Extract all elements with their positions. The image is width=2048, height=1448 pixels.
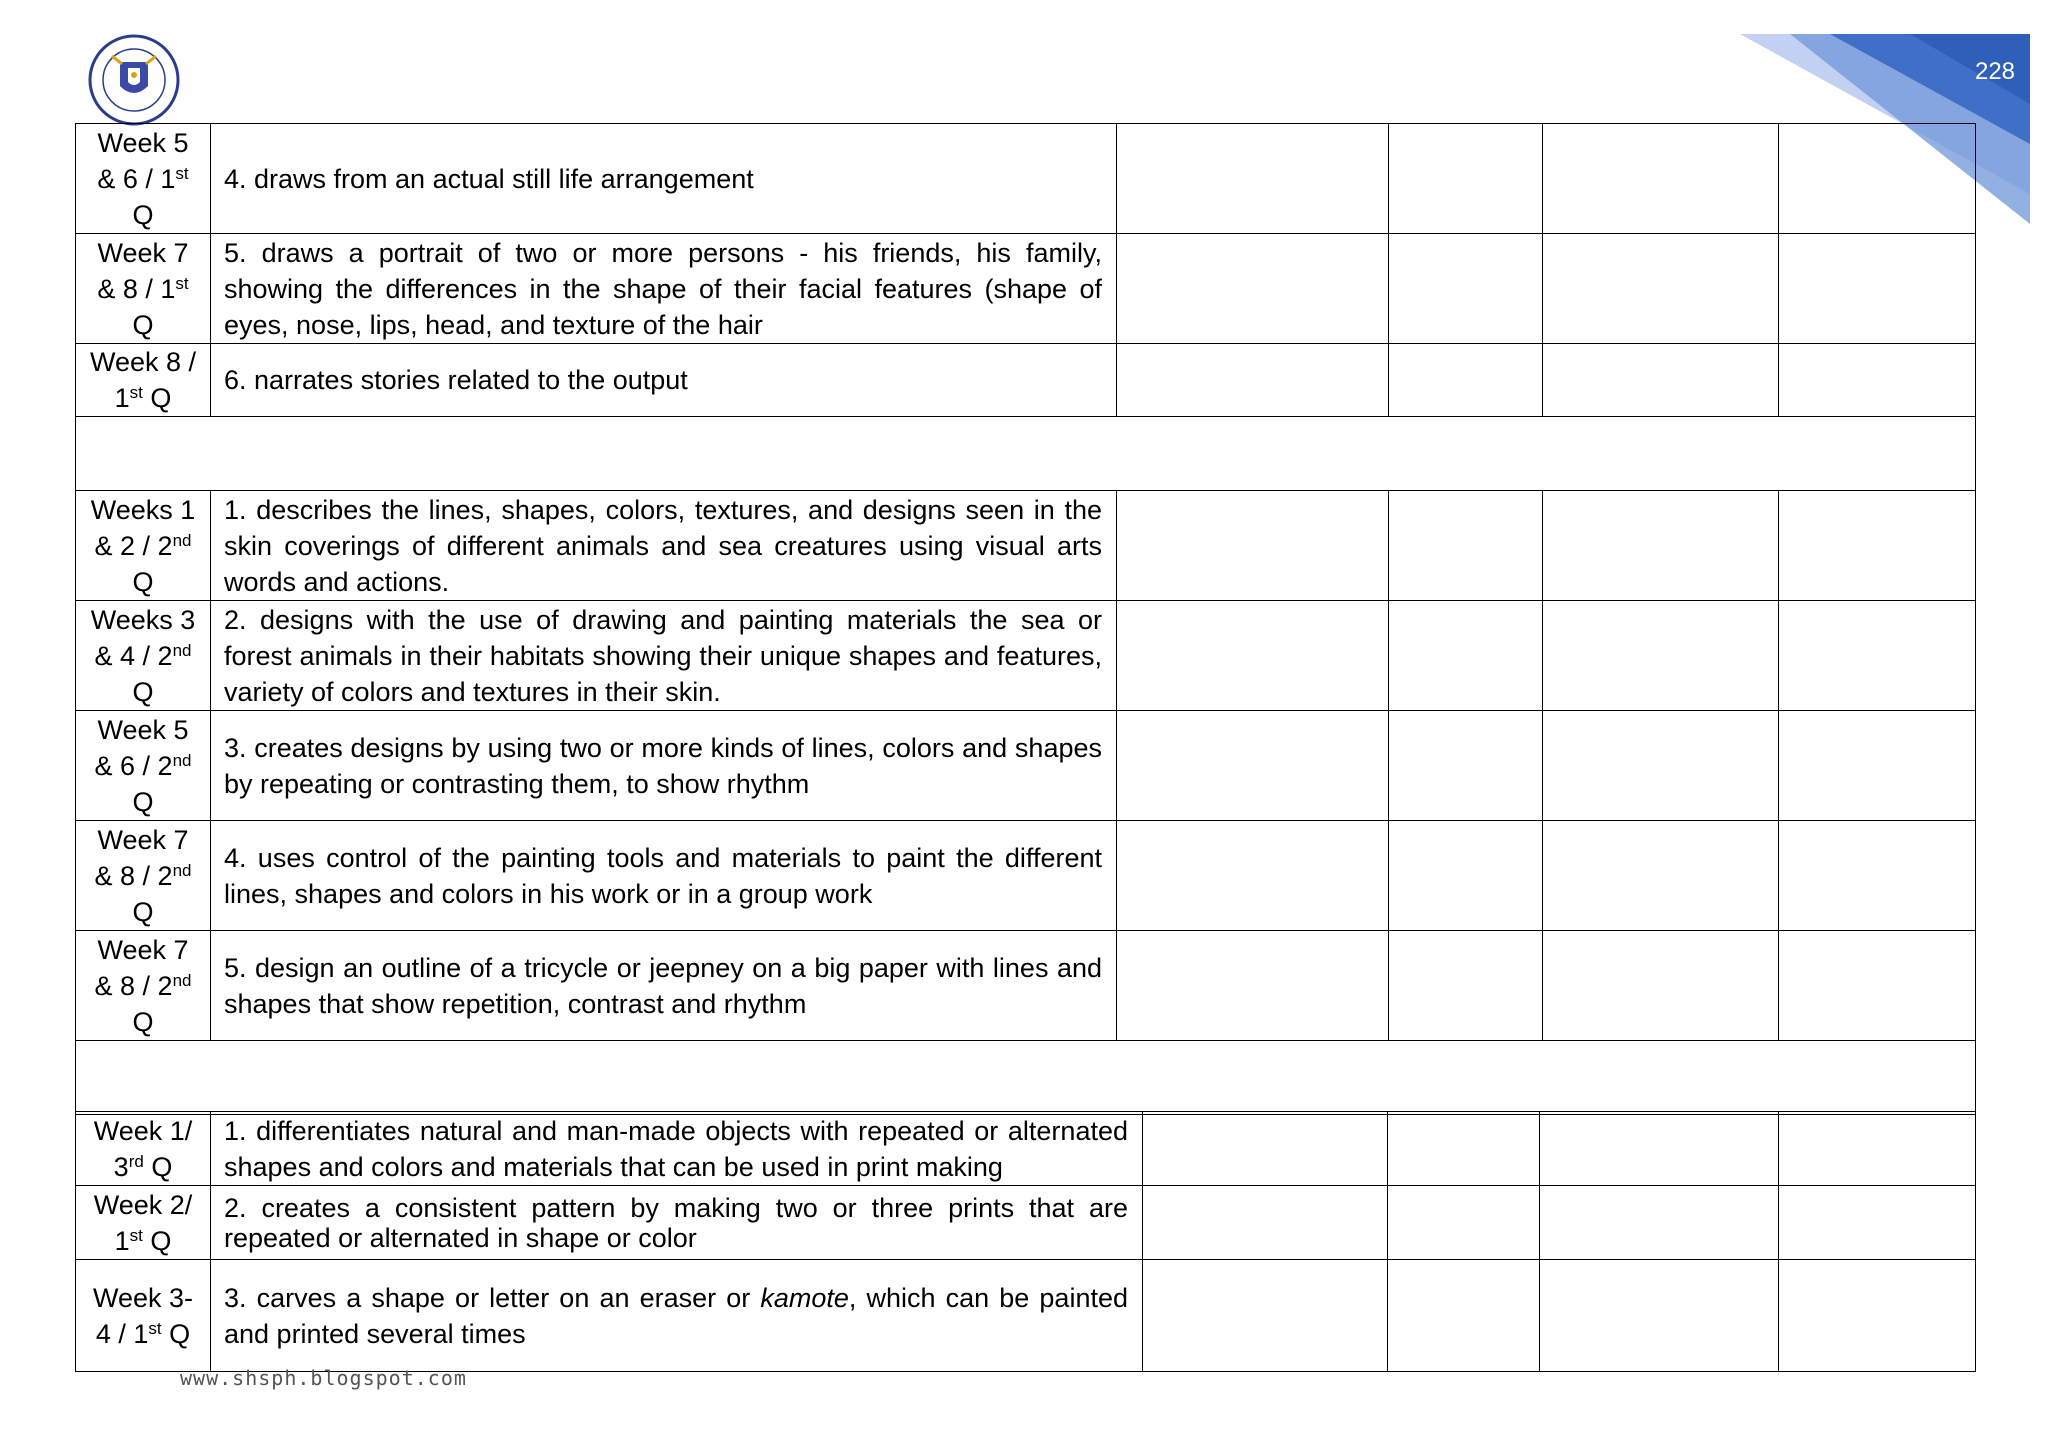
week-ordinal: nd: [172, 860, 192, 880]
week-ordinal: st: [129, 383, 143, 402]
table-row: [76, 821, 1976, 931]
empty-cell: [1143, 1260, 1388, 1372]
competency-text: 6. narrates stories related to the output: [211, 344, 1117, 417]
empty-cell: [1117, 931, 1389, 1041]
competency-text: 1. differentiates natural and man-made objects with repeated or alternated shapes and colors and materials that can be used in print making: [211, 1112, 1143, 1186]
empty-cell: [1543, 234, 1779, 344]
empty-cell: [1117, 711, 1389, 821]
week-label: Weeks 3: [90, 604, 196, 635]
week-ordinal: nd: [172, 530, 192, 550]
empty-cell: [1543, 931, 1779, 1041]
week-label: Q: [143, 1151, 173, 1182]
empty-cell: [1540, 1186, 1779, 1260]
week-label: Week 7: [97, 934, 189, 965]
empty-cell: [1779, 491, 1976, 601]
competency-text-italic: kamote: [760, 1282, 849, 1313]
empty-cell: [1389, 931, 1543, 1041]
empty-cell: [1540, 1112, 1779, 1186]
week-label: Q: [132, 786, 154, 817]
empty-cell: [1389, 234, 1543, 344]
week-label: Week 1/: [93, 1115, 193, 1146]
week-label: 3: [113, 1151, 129, 1182]
week-ordinal: nd: [172, 640, 192, 660]
week-label: 1: [114, 1225, 130, 1256]
week-label: & 2 / 2: [94, 530, 173, 561]
week-label: Q: [132, 199, 154, 230]
empty-cell: [1388, 1112, 1540, 1186]
section-separator-row: [76, 417, 1976, 491]
competency-text: 1. describes the lines, shapes, colors, textures, and designs seen in the skin coverings of different animals and sea creatures using visual arts words and actions.: [211, 491, 1117, 601]
empty-cell: [1779, 234, 1976, 344]
week-label: Q: [142, 1225, 172, 1256]
week-label: Q: [142, 383, 172, 413]
table-row: [76, 711, 1976, 821]
week-cell: [76, 711, 211, 821]
empty-cell: [1540, 1260, 1779, 1372]
empty-cell: [1389, 344, 1543, 417]
week-cell: [76, 344, 211, 417]
week-cell: [76, 124, 211, 234]
empty-cell: [1389, 491, 1543, 601]
table-row: [76, 1186, 1976, 1260]
week-cell: [76, 1260, 211, 1372]
table-row: [76, 344, 1976, 417]
week-ordinal: nd: [172, 750, 192, 770]
empty-cell: [1543, 124, 1779, 234]
empty-cell: [1388, 1186, 1540, 1260]
competency-text: 4. uses control of the painting tools and materials to paint the different lines, shapes and colors in his work or in a group work: [211, 821, 1117, 931]
empty-cell: [1389, 124, 1543, 234]
week-ordinal: rd: [128, 1151, 144, 1171]
week-label: Week 7: [97, 237, 189, 268]
empty-cell: [1779, 1112, 1976, 1186]
week-label: Q: [161, 1318, 191, 1349]
page-number: 228: [1974, 58, 2016, 85]
competency-text-part: , which can be painted and printed several times: [224, 1282, 1128, 1349]
table-row: [76, 1112, 1976, 1186]
week-ordinal: st: [175, 163, 189, 183]
empty-cell: [1779, 711, 1976, 821]
week-label: 1: [114, 383, 130, 413]
competency-text: 4. draws from an actual still life arrangement: [211, 124, 1117, 234]
week-label: Q: [132, 566, 154, 597]
week-label: 4 / 1: [95, 1318, 149, 1349]
empty-merged-cell: [76, 417, 1976, 491]
empty-cell: [1143, 1112, 1388, 1186]
table-row: [76, 124, 1976, 234]
week-label: & 8 / 1: [97, 273, 176, 304]
table-row: [76, 931, 1976, 1041]
empty-cell: [1779, 601, 1976, 711]
empty-cell: [1779, 1186, 1976, 1260]
week-label: Week 3-: [92, 1282, 194, 1313]
week-label: & 6 / 1: [97, 163, 176, 194]
competency-text: 3. creates designs by using two or more kinds of lines, colors and shapes by repeating or contrasting them, to show rhythm: [211, 711, 1117, 821]
week-label: Q: [132, 676, 154, 707]
empty-cell: [1779, 1260, 1976, 1372]
week-label: Week 5: [97, 714, 189, 745]
deped-seal-icon: [88, 34, 180, 126]
week-cell: [76, 491, 211, 601]
table-row: [76, 601, 1976, 711]
week-label: Week 8 /: [89, 347, 197, 377]
week-label: Week 7: [97, 824, 189, 855]
week-cell: [76, 1112, 211, 1186]
week-cell: [76, 821, 211, 931]
week-label: & 8 / 2: [94, 860, 173, 891]
week-label: & 4 / 2: [94, 640, 173, 671]
week-cell: [76, 234, 211, 344]
week-cell: [76, 931, 211, 1041]
competency-text: 2. creates a consistent pattern by making two or three prints that are repeated or alternated in shape or color: [211, 1186, 1143, 1260]
empty-cell: [1388, 1260, 1540, 1372]
week-label: Q: [132, 309, 154, 340]
week-label: Week 2/: [93, 1189, 193, 1220]
empty-cell: [1779, 821, 1976, 931]
empty-cell: [1389, 601, 1543, 711]
empty-cell: [1389, 711, 1543, 821]
competency-table-2: [75, 1111, 1976, 1372]
footer-url: www.shsph.blogspot.com: [180, 1366, 467, 1390]
competency-text: 5. draws a portrait of two or more persons - his friends, his family, showing the differences in the shape of their facial features (shape of eyes, nose, lips, head, and texture of the hair: [211, 234, 1117, 344]
week-ordinal: st: [148, 1318, 162, 1338]
empty-cell: [1117, 491, 1389, 601]
empty-cell: [1543, 711, 1779, 821]
week-ordinal: st: [129, 1225, 143, 1245]
week-label: Q: [132, 896, 154, 927]
empty-merged-cell: [76, 1041, 1976, 1115]
week-label: Q: [132, 1006, 154, 1037]
empty-cell: [1389, 821, 1543, 931]
empty-cell: [1117, 821, 1389, 931]
table-row: [76, 491, 1976, 601]
empty-cell: [1779, 124, 1976, 234]
week-cell: [76, 601, 211, 711]
week-ordinal: st: [175, 273, 189, 293]
empty-cell: [1117, 344, 1389, 417]
competency-table-1: [75, 123, 1976, 1115]
table-row: [76, 1260, 1976, 1372]
empty-cell: [1543, 344, 1779, 417]
week-ordinal: nd: [172, 970, 192, 990]
empty-cell: [1117, 601, 1389, 711]
week-label: & 6 / 2: [94, 750, 173, 781]
competency-text: 5. design an outline of a tricycle or jeepney on a big paper with lines and shapes that show repetition, contrast and rhythm: [211, 931, 1117, 1041]
empty-cell: [1779, 344, 1976, 417]
empty-cell: [1543, 491, 1779, 601]
competency-text: 2. designs with the use of drawing and painting materials the sea or forest animals in their habitats showing their unique shapes and features, variety of colors and textures in their skin.: [211, 601, 1117, 711]
week-label: Weeks 1: [90, 494, 196, 525]
empty-cell: [1143, 1186, 1388, 1260]
week-label: & 8 / 2: [94, 970, 173, 1001]
week-label: Week 5: [97, 127, 189, 158]
section-separator-row: [76, 1041, 1976, 1115]
empty-cell: [1779, 931, 1976, 1041]
competency-text-part: 3. carves a shape or letter on an eraser or: [224, 1282, 761, 1313]
competency-text: [211, 1260, 1143, 1372]
table-row: [76, 234, 1976, 344]
empty-cell: [1543, 601, 1779, 711]
week-cell: [76, 1186, 211, 1260]
empty-cell: [1117, 234, 1389, 344]
empty-cell: [1117, 124, 1389, 234]
empty-cell: [1543, 821, 1779, 931]
